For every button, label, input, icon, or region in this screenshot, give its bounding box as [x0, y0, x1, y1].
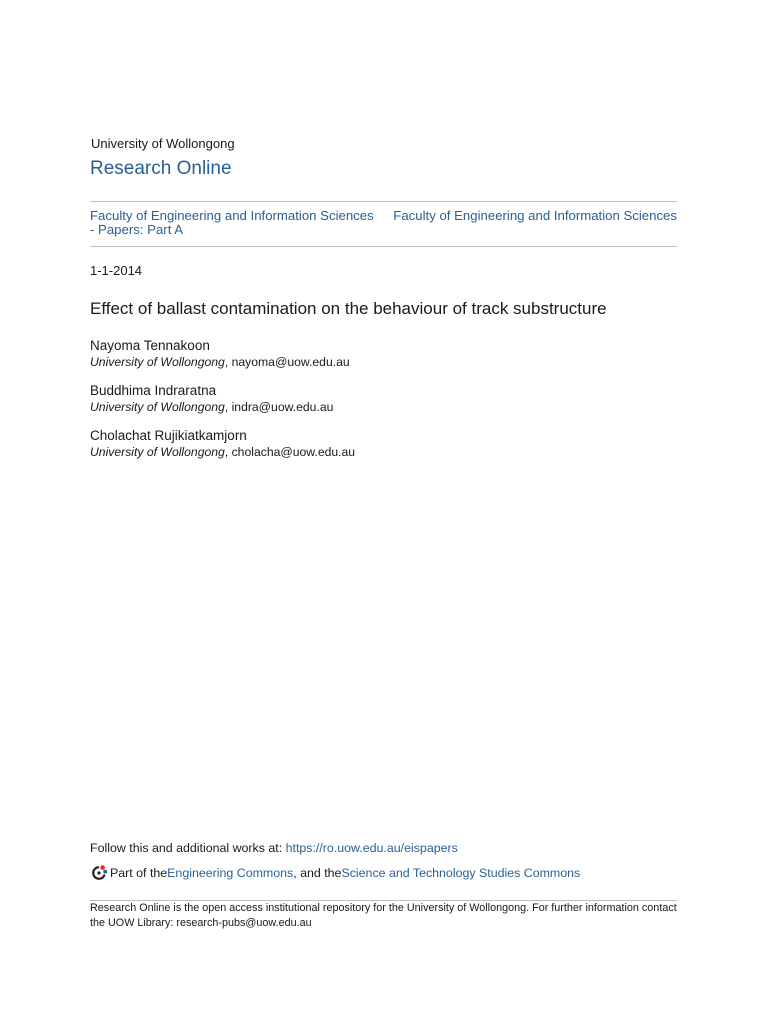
- author-email: , nayoma@uow.edu.au: [224, 355, 350, 369]
- engineering-commons-link[interactable]: Engineering Commons: [167, 866, 294, 880]
- sts-commons-link[interactable]: Science and Technology Studies Commons: [341, 866, 581, 880]
- collection-link-faculty[interactable]: Faculty of Engineering and Information Sciences: [393, 208, 677, 223]
- author-email: , indra@uow.edu.au: [224, 400, 334, 414]
- author-affiliation: [90, 444, 650, 460]
- author-entry: [90, 338, 650, 370]
- institution-name: University of Wollongong: [91, 136, 235, 151]
- affiliation-name: University of Wollongong: [90, 355, 225, 369]
- author-name: Nayoma Tennakoon: [90, 338, 210, 353]
- paper-title: Effect of ballast contamination on the behaviour of track substructure: [90, 299, 607, 318]
- collection-link-part-a[interactable]: Faculty of Engineering and Information Sciences - Papers: Part A: [90, 208, 374, 237]
- network-commons-icon: [90, 864, 108, 882]
- part-of-prefix: Part of the: [110, 866, 168, 880]
- eispapers-link[interactable]: https://ro.uow.edu.au/eispapers: [285, 841, 458, 855]
- author-affiliation: [90, 399, 650, 415]
- author-email: , cholacha@uow.edu.au: [224, 445, 356, 459]
- author-list: [90, 338, 650, 473]
- affiliation-name: University of Wollongong: [90, 400, 225, 414]
- repository-link[interactable]: Research Online: [90, 158, 232, 179]
- footer-notice: Research Online is the open access institutional repository for the University of Wollongong. For further information contact the UOW Library: research-pubs@uow.edu.au: [90, 902, 677, 929]
- divider-top: [90, 201, 677, 202]
- follow-line: [90, 841, 458, 855]
- follow-prefix: Follow this and additional works at:: [90, 841, 286, 855]
- divider-bottom: [90, 246, 677, 247]
- author-affiliation: [90, 354, 650, 370]
- part-of-middle: , and the: [293, 866, 342, 880]
- author-entry: [90, 428, 650, 460]
- author-entry: [90, 383, 650, 415]
- publication-date: 1-1-2014: [90, 263, 143, 278]
- part-of-line: [90, 864, 580, 882]
- author-name: Buddhima Indraratna: [90, 383, 217, 398]
- affiliation-name: University of Wollongong: [90, 445, 225, 459]
- author-name: Cholachat Rujikiatkamjorn: [90, 428, 247, 443]
